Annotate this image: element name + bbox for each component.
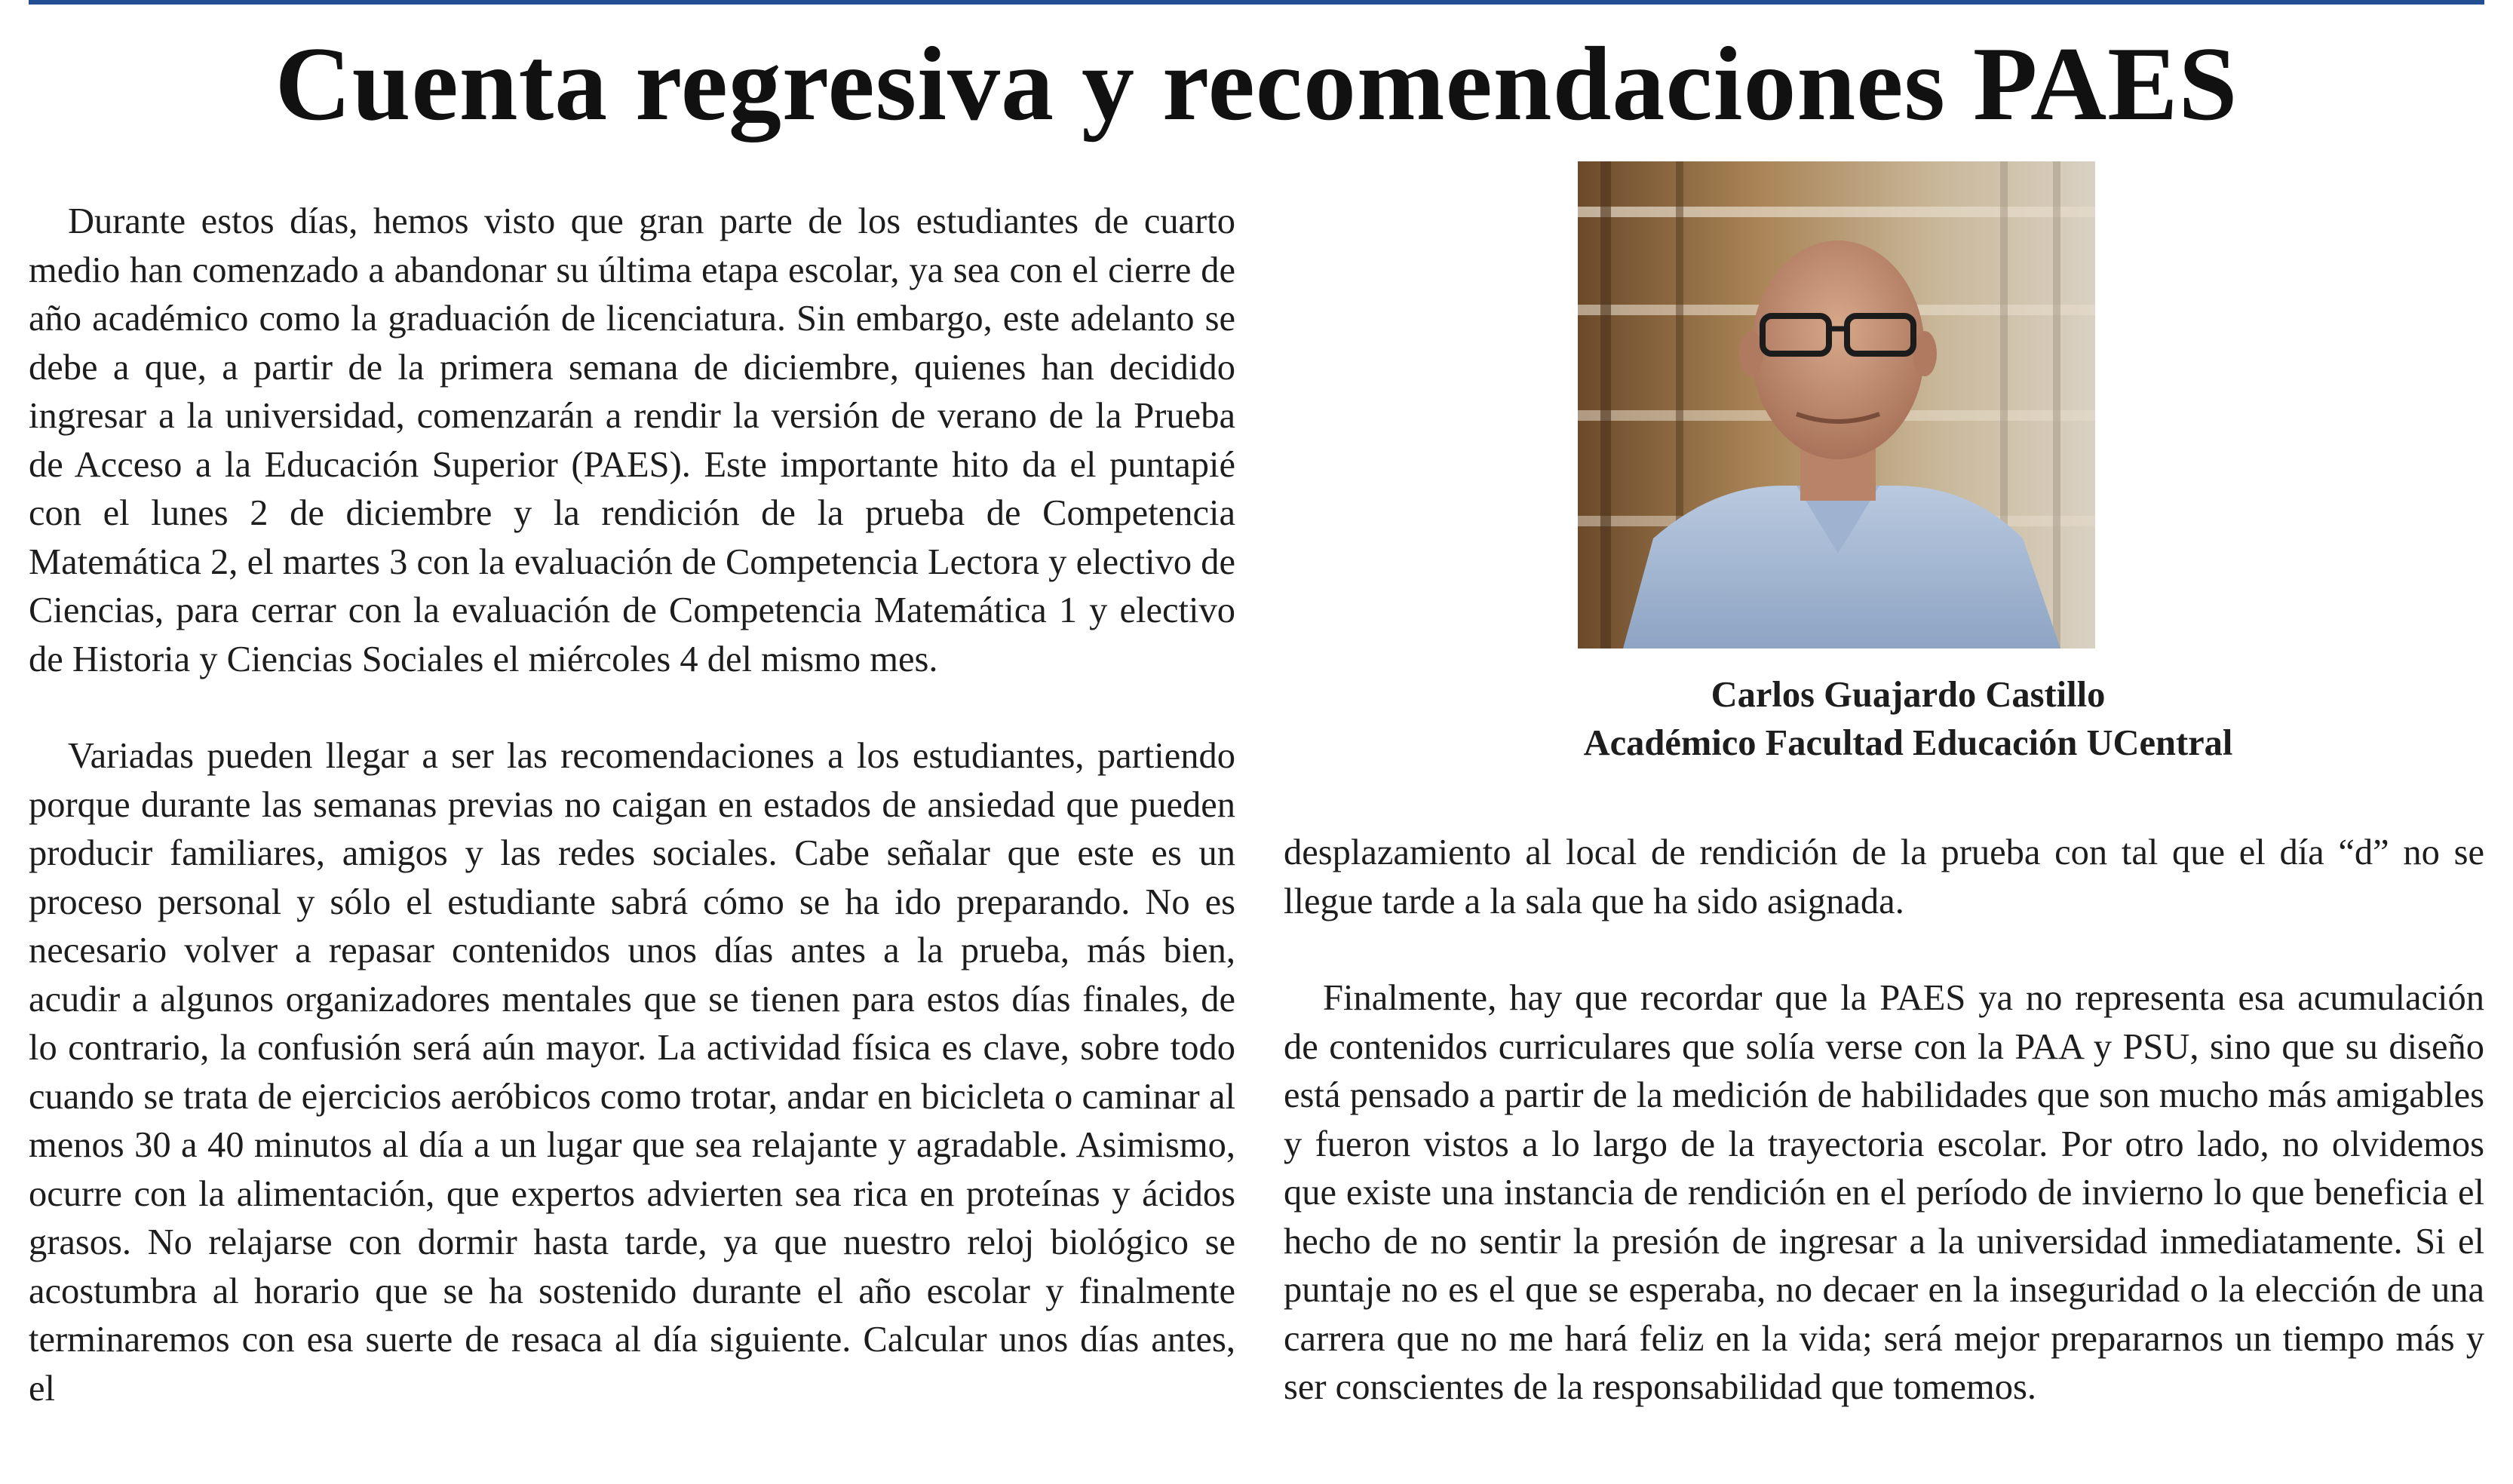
right-column [1284,829,2484,1412]
left-column [29,198,1235,1413]
author-name: Carlos Guajardo Castillo [1711,675,2106,715]
right-paragraph-continued: desplazamiento al local de rendición de la prueba con tal que el día “d” no se llegue tarde a la sala que ha sido asignada. [1284,832,2484,921]
left-paragraph-2: Variadas pueden llegar a ser las recomendaciones a los estudiantes, partiendo porque durante las semanas previas no caigan en estados de ansiedad que pueden producir familiares, amigos y las redes sociales. Cabe señalar que este es un proceso personal y sólo el estudiante sabrá cómo se ha ido preparando. No es necesario volver a repasar contenidos unos días antes a la prueba, más bien, acudir a algunos organizadores mentales que se tienen para estos días finales, de lo contrario, la confusión será aún mayor. La actividad física es clave, sobre todo cuando se trata de ejercicios aeróbicos como trotar, andar en bicicleta o caminar al menos 30 a 40 minutos al día a un lugar que sea relajante y agradable. Asimismo, ocurre con la alimentación, que expertos advierten sea rica en proteínas y ácidos grasos. No relajarse con dormir hasta tarde, ya que nuestro reloj biológico se acostumbra al horario que se ha sostenido durante el año escolar y finalmente terminaremos con esa suerte de resaca al día siguiente. Calcular unos días antes, el [29,736,1235,1409]
top-rule [29,0,2484,5]
author-role: Académico Facultad Educación UCentral [1583,723,2233,763]
author-portrait-image [1578,161,2095,648]
author-photo [1578,161,2095,648]
author-caption [1418,671,2398,768]
right-paragraph-2: Finalmente, hay que recordar que la PAES ya no representa esa acumulación de contenidos curriculares que solía verse con la PAA y PSU, sino que su diseño está pensado a partir de la medición de habilidades que son mucho más amigables y fueron vistos a lo largo de la trayectoria escolar. Por otro lado, no olvidemos que existe una instancia de rendición en el período de invierno lo que beneficia el hecho de no sentir la presión de ingresar a la universidad inmediatamente. Si el puntaje no es el que se esperaba, no decaer en la inseguridad o la elección de una carrera que no me hará feliz en la vida; será mejor prepararnos un tiempo más y ser conscientes de la responsabilidad que tomemos. [1284,978,2484,1407]
left-paragraph-1: Durante estos días, hemos visto que gran parte de los estudiantes de cuarto medio han comenzado a abandonar su última etapa escolar, ya sea con el cierre de año académico como la graduación de licenciatura. Sin embargo, este adelanto se debe a que, a partir de la primera semana de diciembre, quienes han decidido ingresar a la universidad, comenzarán a rendir la versión de verano de la Prueba de Acceso a la Educación Superior (PAES). Este importante hito da el puntapié con el lunes 2 de diciembre y la rendición de la prueba de Competencia Matemática 2, el martes 3 con la evaluación de Competencia Lectora y electivo de Ciencias, para cerrar con la evaluación de Competencia Matemática 1 y electivo de Historia y Ciencias Sociales el miércoles 4 del mismo mes. [29,201,1235,679]
headline: Cuenta regresiva y recomendaciones PAES [275,26,2238,143]
